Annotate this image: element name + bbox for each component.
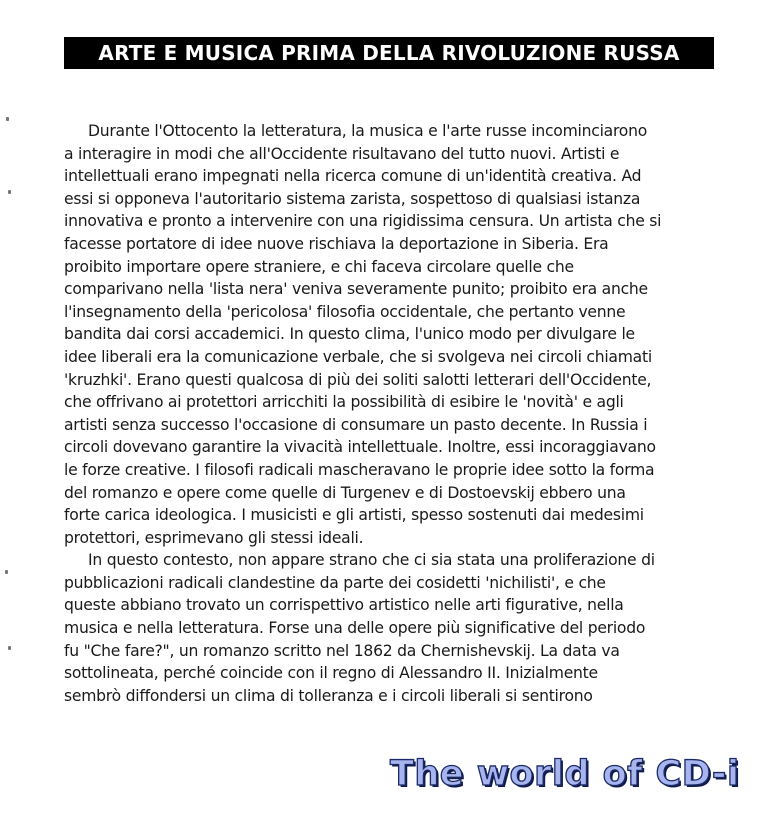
text-line: essi si opponeva l'autoritario sistema zarista, sospettoso di qualsiasi istanza xyxy=(64,189,641,208)
text-line: del romanzo e opere come quelle di Turgenev e di Dostoevskij ebbero una xyxy=(64,483,626,502)
text-line: circoli dovevano garantire la vivacità intellettuale. Inoltre, essi incoraggiavano xyxy=(64,438,656,457)
scan-speck xyxy=(6,117,9,121)
text-line: protettori, esprimevano gli stessi ideali. xyxy=(64,528,364,547)
scan-speck xyxy=(8,646,11,650)
text-line: idee liberali era la comunicazione verbale, che si svolgeva nei circoli chiamati xyxy=(64,347,652,366)
text-line: musica e nella letteratura. Forse una delle opere più significative del periodo xyxy=(64,619,646,638)
cdi-logo xyxy=(390,749,739,799)
text-line: comparivano nella 'lista nera' veniva severamente punito; proibito era anche xyxy=(64,280,648,299)
text-line: queste abbiano trovato un corrispettivo artistico nelle arti figurative, nella xyxy=(64,596,624,615)
scan-speck xyxy=(8,190,11,194)
text-line: In questo contesto, non appare strano che ci sia stata una proliferazione di xyxy=(88,551,655,570)
text-line: le forze creative. I filosofi radicali mascheravano le proprie idee sotto la forma xyxy=(64,460,655,479)
text-line: sottolineata, perché coincide con il regno di Alessandro II. Inizialmente xyxy=(64,664,598,683)
article-body xyxy=(64,120,724,707)
text-line: sembrò diffondersi un clima di tolleranza e i circoli liberali si sentirono xyxy=(64,686,593,705)
text-line: forte carica ideologica. I musicisti e gli artisti, spesso sostenuti dai medesimi xyxy=(64,506,644,525)
text-line: l'insegnamento della 'pericolosa' filosofia occidentale, che pertanto venne xyxy=(64,302,626,321)
logo-text: The world of CD-i xyxy=(390,754,740,794)
text-line: Durante l'Ottocento la letteratura, la musica e l'arte russe incominciarono xyxy=(88,122,648,140)
text-line: intellettuali erano impegnati nella ricerca comune di un'identità creativa. Ad xyxy=(64,167,642,186)
text-line: a interagire in modi che all'Occidente risultavano del tutto nuovi. Artisti e xyxy=(64,144,620,163)
text-line: pubblicazioni radicali clandestine da parte dei cosidetti 'nichilisti', e che xyxy=(64,573,606,592)
text-line: bandita dai corsi accademici. In questo clima, l'unico modo per divulgare le xyxy=(64,325,635,344)
text-line: artisti senza successo l'occasione di consumare un pasto decente. In Russia i xyxy=(64,415,648,434)
text-line: 'kruzhki'. Erano questi qualcosa di più dei soliti salotti letterari dell'Occidente, xyxy=(64,370,652,389)
section-title: ARTE E MUSICA PRIMA DELLA RIVOLUZIONE RUSSA xyxy=(98,41,680,65)
text-line: proibito importare opere straniere, e chi faceva circolare quelle che xyxy=(64,257,574,276)
text-line: fu "Che fare?", un romanzo scritto nel 1862 da Chernishevskij. La data va xyxy=(64,641,620,660)
section-title-banner xyxy=(64,37,714,69)
text-line: che offrivano ai protettori arricchiti la possibilità di esibire le 'novità' e agli xyxy=(64,393,624,412)
text-line: facesse portatore di idee nuove rischiava la deportazione in Siberia. Era xyxy=(64,234,609,253)
text-line: innovativa e pronto a intervenire con una rigidissima censura. Un artista che si xyxy=(64,212,662,231)
scan-speck xyxy=(5,570,8,574)
